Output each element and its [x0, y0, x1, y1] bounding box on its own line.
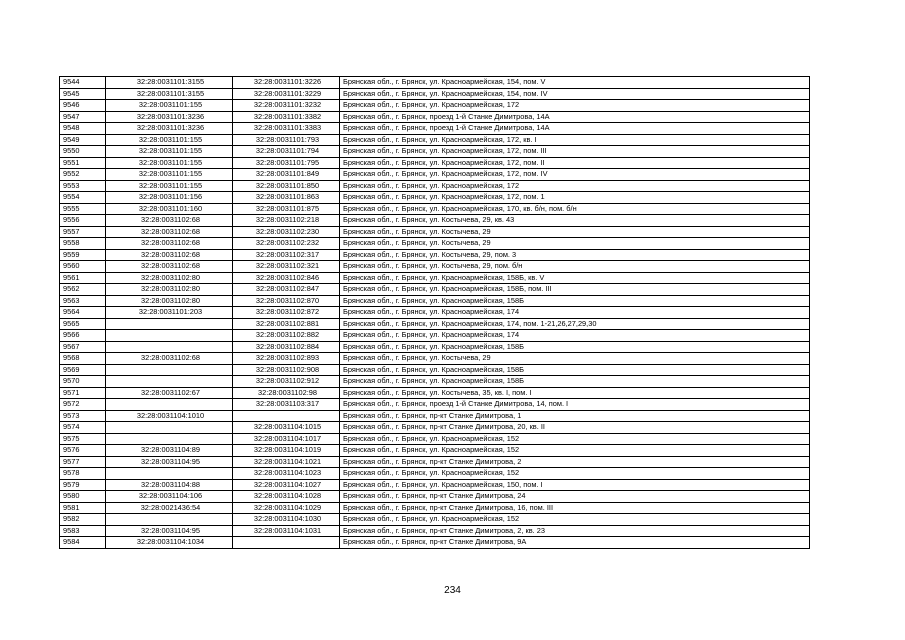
row-number-cell: 9549 — [60, 134, 106, 146]
parent-cadastral-number-cell: 32:28:0031101:155 — [106, 134, 233, 146]
cadastral-number-cell: 32:28:0031103:317 — [233, 399, 340, 411]
address-cell: Брянская обл., г. Брянск, пр-кт Станке Димитрова, 20, кв. II — [340, 422, 810, 434]
cadastral-number-cell: 32:28:0031102:882 — [233, 330, 340, 342]
row-number-cell: 9578 — [60, 468, 106, 480]
row-number-cell: 9554 — [60, 192, 106, 204]
address-cell: Брянская обл., г. Брянск, ул. Красноармейская, 174, пом. 1-21,26,27,29,30 — [340, 318, 810, 330]
parent-cadastral-number-cell: 32:28:0031104:1010 — [106, 410, 233, 422]
row-number-cell: 9555 — [60, 203, 106, 215]
table-row — [60, 284, 810, 296]
cadastral-number-cell: 32:28:0031104:1017 — [233, 433, 340, 445]
cadastral-number-cell: 32:28:0031101:849 — [233, 169, 340, 181]
cadastral-number-cell: 32:28:0031102:98 — [233, 387, 340, 399]
parent-cadastral-number-cell — [106, 364, 233, 376]
row-number-cell: 9545 — [60, 88, 106, 100]
parent-cadastral-number-cell: 32:28:0031102:68 — [106, 215, 233, 227]
row-number-cell: 9562 — [60, 284, 106, 296]
table-row — [60, 330, 810, 342]
cadastral-number-cell: 32:28:0031102:908 — [233, 364, 340, 376]
address-cell: Брянская обл., г. Брянск, ул. Красноармейская, 158Б — [340, 376, 810, 388]
row-number-cell: 9580 — [60, 491, 106, 503]
parent-cadastral-number-cell — [106, 468, 233, 480]
table-row — [60, 169, 810, 181]
parent-cadastral-number-cell: 32:28:0031104:88 — [106, 479, 233, 491]
row-number-cell: 9579 — [60, 479, 106, 491]
row-number-cell: 9566 — [60, 330, 106, 342]
address-cell: Брянская обл., г. Брянск, ул. Красноармейская, 172, пом. III — [340, 146, 810, 158]
parent-cadastral-number-cell: 32:28:0031101:155 — [106, 169, 233, 181]
table-row — [60, 376, 810, 388]
cadastral-number-cell: 32:28:0031101:3382 — [233, 111, 340, 123]
cadastral-number-cell: 32:28:0031102:884 — [233, 341, 340, 353]
address-cell: Брянская обл., г. Брянск, ул. Красноармейская, 170, кв. б/н, пом. б/н — [340, 203, 810, 215]
cadastral-number-cell: 32:28:0031102:846 — [233, 272, 340, 284]
row-number-cell: 9552 — [60, 169, 106, 181]
parent-cadastral-number-cell: 32:28:0031101:155 — [106, 146, 233, 158]
table-row — [60, 433, 810, 445]
address-cell: Брянская обл., г. Брянск, ул. Красноармейская, 150, пом. I — [340, 479, 810, 491]
row-number-cell: 9563 — [60, 295, 106, 307]
parent-cadastral-number-cell: 32:28:0031102:80 — [106, 284, 233, 296]
parent-cadastral-number-cell — [106, 399, 233, 411]
address-cell: Брянская обл., г. Брянск, проезд 1-й Станке Димитрова, 14А — [340, 111, 810, 123]
cadastral-number-cell: 32:28:0031101:863 — [233, 192, 340, 204]
address-cell: Брянская обл., г. Брянск, ул. Красноармейская, 152 — [340, 433, 810, 445]
table-row — [60, 100, 810, 112]
address-cell: Брянская обл., г. Брянск, ул. Костычева, 29, пом. 3 — [340, 249, 810, 261]
cadastral-number-cell: 32:28:0031101:795 — [233, 157, 340, 169]
parent-cadastral-number-cell: 32:28:0031102:80 — [106, 272, 233, 284]
row-number-cell: 9565 — [60, 318, 106, 330]
parent-cadastral-number-cell: 32:28:0031102:68 — [106, 249, 233, 261]
row-number-cell: 9575 — [60, 433, 106, 445]
table-row — [60, 502, 810, 514]
table-row — [60, 134, 810, 146]
cadastral-number-cell: 32:28:0031104:1021 — [233, 456, 340, 468]
row-number-cell: 9551 — [60, 157, 106, 169]
address-cell: Брянская обл., г. Брянск, ул. Красноармейская, 152 — [340, 468, 810, 480]
address-cell: Брянская обл., г. Брянск, пр-кт Станке Димитрова, 16, пом. III — [340, 502, 810, 514]
address-cell: Брянская обл., г. Брянск, ул. Красноармейская, 152 — [340, 445, 810, 457]
address-cell: Брянская обл., г. Брянск, ул. Красноармейская, 174 — [340, 307, 810, 319]
row-number-cell: 9546 — [60, 100, 106, 112]
parent-cadastral-number-cell: 32:28:0031104:95 — [106, 525, 233, 537]
table-row — [60, 295, 810, 307]
row-number-cell: 9583 — [60, 525, 106, 537]
table-row — [60, 215, 810, 227]
table-row — [60, 468, 810, 480]
parent-cadastral-number-cell: 32:28:0031101:3236 — [106, 111, 233, 123]
parent-cadastral-number-cell — [106, 514, 233, 526]
address-cell: Брянская обл., г. Брянск, ул. Костычева, 35, кв. I, пом. I — [340, 387, 810, 399]
row-number-cell: 9561 — [60, 272, 106, 284]
address-cell: Брянская обл., г. Брянск, ул. Красноармейская, 172, пом. 1 — [340, 192, 810, 204]
table-row — [60, 387, 810, 399]
address-cell: Брянская обл., г. Брянск, ул. Красноармейская, 158Б — [340, 341, 810, 353]
cadastral-number-cell: 32:28:0031104:1019 — [233, 445, 340, 457]
row-number-cell: 9544 — [60, 77, 106, 89]
table-row — [60, 157, 810, 169]
row-number-cell: 9557 — [60, 226, 106, 238]
table-row — [60, 77, 810, 89]
address-cell: Брянская обл., г. Брянск, ул. Костычева, 29 — [340, 353, 810, 365]
address-cell: Брянская обл., г. Брянск, пр-кт Станке Димитрова, 2, кв. 23 — [340, 525, 810, 537]
row-number-cell: 9576 — [60, 445, 106, 457]
address-cell: Брянская обл., г. Брянск, ул. Костычева, 29, пом. б/н — [340, 261, 810, 273]
address-cell: Брянская обл., г. Брянск, пр-кт Станке Димитрова, 9А — [340, 537, 810, 549]
row-number-cell: 9556 — [60, 215, 106, 227]
cadastral-number-cell: 32:28:0031104:1029 — [233, 502, 340, 514]
table-row — [60, 479, 810, 491]
table-row — [60, 123, 810, 135]
table-row — [60, 445, 810, 457]
cadastral-number-cell: 32:28:0031102:847 — [233, 284, 340, 296]
parent-cadastral-number-cell: 32:28:0031101:155 — [106, 100, 233, 112]
parent-cadastral-number-cell: 32:28:0031101:156 — [106, 192, 233, 204]
cadastral-number-cell: 32:28:0031102:893 — [233, 353, 340, 365]
table-row — [60, 192, 810, 204]
row-number-cell: 9568 — [60, 353, 106, 365]
address-cell: Брянская обл., г. Брянск, ул. Красноармейская, 172, кв. I — [340, 134, 810, 146]
parent-cadastral-number-cell: 32:28:0031104:95 — [106, 456, 233, 468]
table-row — [60, 203, 810, 215]
table-row — [60, 422, 810, 434]
cadastral-number-cell: 32:28:0031104:1023 — [233, 468, 340, 480]
cadastral-number-cell: 32:28:0031104:1027 — [233, 479, 340, 491]
cadastral-number-cell: 32:28:0031102:218 — [233, 215, 340, 227]
table-row — [60, 307, 810, 319]
address-cell: Брянская обл., г. Брянск, ул. Красноармейская, 158Б — [340, 295, 810, 307]
row-number-cell: 9574 — [60, 422, 106, 434]
row-number-cell: 9559 — [60, 249, 106, 261]
parent-cadastral-number-cell: 32:28:0031102:67 — [106, 387, 233, 399]
table-row — [60, 525, 810, 537]
cadastral-number-cell: 32:28:0031101:850 — [233, 180, 340, 192]
parent-cadastral-number-cell: 32:28:0031101:155 — [106, 180, 233, 192]
table-row — [60, 364, 810, 376]
parent-cadastral-number-cell — [106, 341, 233, 353]
address-cell: Брянская обл., г. Брянск, ул. Костычева, 29, кв. 43 — [340, 215, 810, 227]
row-number-cell: 9573 — [60, 410, 106, 422]
row-number-cell: 9558 — [60, 238, 106, 250]
parent-cadastral-number-cell: 32:28:0031101:160 — [106, 203, 233, 215]
parent-cadastral-number-cell — [106, 330, 233, 342]
table-row — [60, 399, 810, 411]
table-row — [60, 88, 810, 100]
parent-cadastral-number-cell: 32:28:0031101:203 — [106, 307, 233, 319]
parent-cadastral-number-cell — [106, 433, 233, 445]
cadastral-number-cell: 32:28:0031102:872 — [233, 307, 340, 319]
cadastral-number-cell: 32:28:0031104:1030 — [233, 514, 340, 526]
cadastral-number-cell: 32:28:0031102:317 — [233, 249, 340, 261]
parent-cadastral-number-cell: 32:28:0031101:155 — [106, 157, 233, 169]
table-row — [60, 537, 810, 549]
row-number-cell: 9582 — [60, 514, 106, 526]
address-cell: Брянская обл., г. Брянск, ул. Красноармейская, 158Б, кв. V — [340, 272, 810, 284]
cadastral-number-cell: 32:28:0031102:232 — [233, 238, 340, 250]
row-number-cell: 9577 — [60, 456, 106, 468]
table-row — [60, 456, 810, 468]
address-cell: Брянская обл., г. Брянск, ул. Красноармейская, 158Б — [340, 364, 810, 376]
row-number-cell: 9547 — [60, 111, 106, 123]
row-number-cell: 9564 — [60, 307, 106, 319]
table-row — [60, 180, 810, 192]
row-number-cell: 9570 — [60, 376, 106, 388]
address-cell: Брянская обл., г. Брянск, пр-кт Станке Димитрова, 24 — [340, 491, 810, 503]
cadastral-number-cell: 32:28:0031104:1031 — [233, 525, 340, 537]
address-cell: Брянская обл., г. Брянск, ул. Красноармейская, 172, пом. II — [340, 157, 810, 169]
parent-cadastral-number-cell: 32:28:0031102:68 — [106, 238, 233, 250]
table-row — [60, 514, 810, 526]
cadastral-number-cell: 32:28:0031102:870 — [233, 295, 340, 307]
row-number-cell: 9584 — [60, 537, 106, 549]
table-row — [60, 272, 810, 284]
row-number-cell: 9569 — [60, 364, 106, 376]
cadastral-number-cell: 32:28:0031102:912 — [233, 376, 340, 388]
row-number-cell: 9567 — [60, 341, 106, 353]
address-cell: Брянская обл., г. Брянск, ул. Костычева, 29 — [340, 226, 810, 238]
address-cell: Брянская обл., г. Брянск, ул. Красноармейская, 152 — [340, 514, 810, 526]
table-row — [60, 146, 810, 158]
cadastral-number-cell: 32:28:0031104:1028 — [233, 491, 340, 503]
cadastral-number-cell: 32:28:0031101:3226 — [233, 77, 340, 89]
address-cell: Брянская обл., г. Брянск, ул. Красноармейская, 174 — [340, 330, 810, 342]
cadastral-number-cell: 32:28:0031101:875 — [233, 203, 340, 215]
parent-cadastral-number-cell: 32:28:0031102:68 — [106, 261, 233, 273]
parent-cadastral-number-cell: 32:28:0031104:1034 — [106, 537, 233, 549]
parent-cadastral-number-cell: 32:28:0031104:106 — [106, 491, 233, 503]
table-row — [60, 491, 810, 503]
table-row — [60, 341, 810, 353]
row-number-cell: 9581 — [60, 502, 106, 514]
row-number-cell: 9560 — [60, 261, 106, 273]
parent-cadastral-number-cell: 32:28:0021436:54 — [106, 502, 233, 514]
cadastral-number-cell — [233, 410, 340, 422]
parent-cadastral-number-cell — [106, 376, 233, 388]
address-cell: Брянская обл., г. Брянск, ул. Красноармейская, 158Б, пом. III — [340, 284, 810, 296]
address-cell: Брянская обл., г. Брянск, ул. Красноармейская, 172, пом. IV — [340, 169, 810, 181]
address-cell: Брянская обл., г. Брянск, ул. Красноармейская, 154, пом. V — [340, 77, 810, 89]
address-cell: Брянская обл., г. Брянск, пр-кт Станке Димитрова, 2 — [340, 456, 810, 468]
parent-cadastral-number-cell: 32:28:0031101:3155 — [106, 88, 233, 100]
parent-cadastral-number-cell — [106, 318, 233, 330]
parent-cadastral-number-cell: 32:28:0031102:68 — [106, 226, 233, 238]
cadastral-number-cell: 32:28:0031102:230 — [233, 226, 340, 238]
cadastral-number-cell: 32:28:0031102:321 — [233, 261, 340, 273]
cadastral-number-cell: 32:28:0031101:793 — [233, 134, 340, 146]
table-row — [60, 410, 810, 422]
cadastral-registry-table — [59, 76, 810, 549]
address-cell: Брянская обл., г. Брянск, ул. Костычева, 29 — [340, 238, 810, 250]
address-cell: Брянская обл., г. Брянск, пр-кт Станке Димитрова, 1 — [340, 410, 810, 422]
table-row — [60, 249, 810, 261]
parent-cadastral-number-cell — [106, 422, 233, 434]
page-number: 234 — [444, 585, 461, 596]
address-cell: Брянская обл., г. Брянск, ул. Красноармейская, 172 — [340, 100, 810, 112]
parent-cadastral-number-cell: 32:28:0031101:3236 — [106, 123, 233, 135]
cadastral-number-cell: 32:28:0031102:881 — [233, 318, 340, 330]
parent-cadastral-number-cell: 32:28:0031102:68 — [106, 353, 233, 365]
parent-cadastral-number-cell: 32:28:0031101:3155 — [106, 77, 233, 89]
table-row — [60, 238, 810, 250]
cadastral-number-cell: 32:28:0031101:3383 — [233, 123, 340, 135]
cadastral-number-cell: 32:28:0031101:3232 — [233, 100, 340, 112]
row-number-cell: 9550 — [60, 146, 106, 158]
cadastral-number-cell — [233, 537, 340, 549]
address-cell: Брянская обл., г. Брянск, проезд 1-й Станке Димитрова, 14А — [340, 123, 810, 135]
address-cell: Брянская обл., г. Брянск, ул. Красноармейская, 172 — [340, 180, 810, 192]
table-row — [60, 318, 810, 330]
parent-cadastral-number-cell: 32:28:0031102:80 — [106, 295, 233, 307]
row-number-cell: 9572 — [60, 399, 106, 411]
row-number-cell: 9571 — [60, 387, 106, 399]
table-row — [60, 261, 810, 273]
registry-table-body — [60, 77, 810, 549]
table-row — [60, 111, 810, 123]
parent-cadastral-number-cell: 32:28:0031104:89 — [106, 445, 233, 457]
table-row — [60, 353, 810, 365]
row-number-cell: 9553 — [60, 180, 106, 192]
address-cell: Брянская обл., г. Брянск, проезд 1-й Станке Димитрова, 14, пом. I — [340, 399, 810, 411]
address-cell: Брянская обл., г. Брянск, ул. Красноармейская, 154, пом. IV — [340, 88, 810, 100]
cadastral-number-cell: 32:28:0031104:1015 — [233, 422, 340, 434]
cadastral-number-cell: 32:28:0031101:794 — [233, 146, 340, 158]
row-number-cell: 9548 — [60, 123, 106, 135]
table-row — [60, 226, 810, 238]
cadastral-number-cell: 32:28:0031101:3229 — [233, 88, 340, 100]
